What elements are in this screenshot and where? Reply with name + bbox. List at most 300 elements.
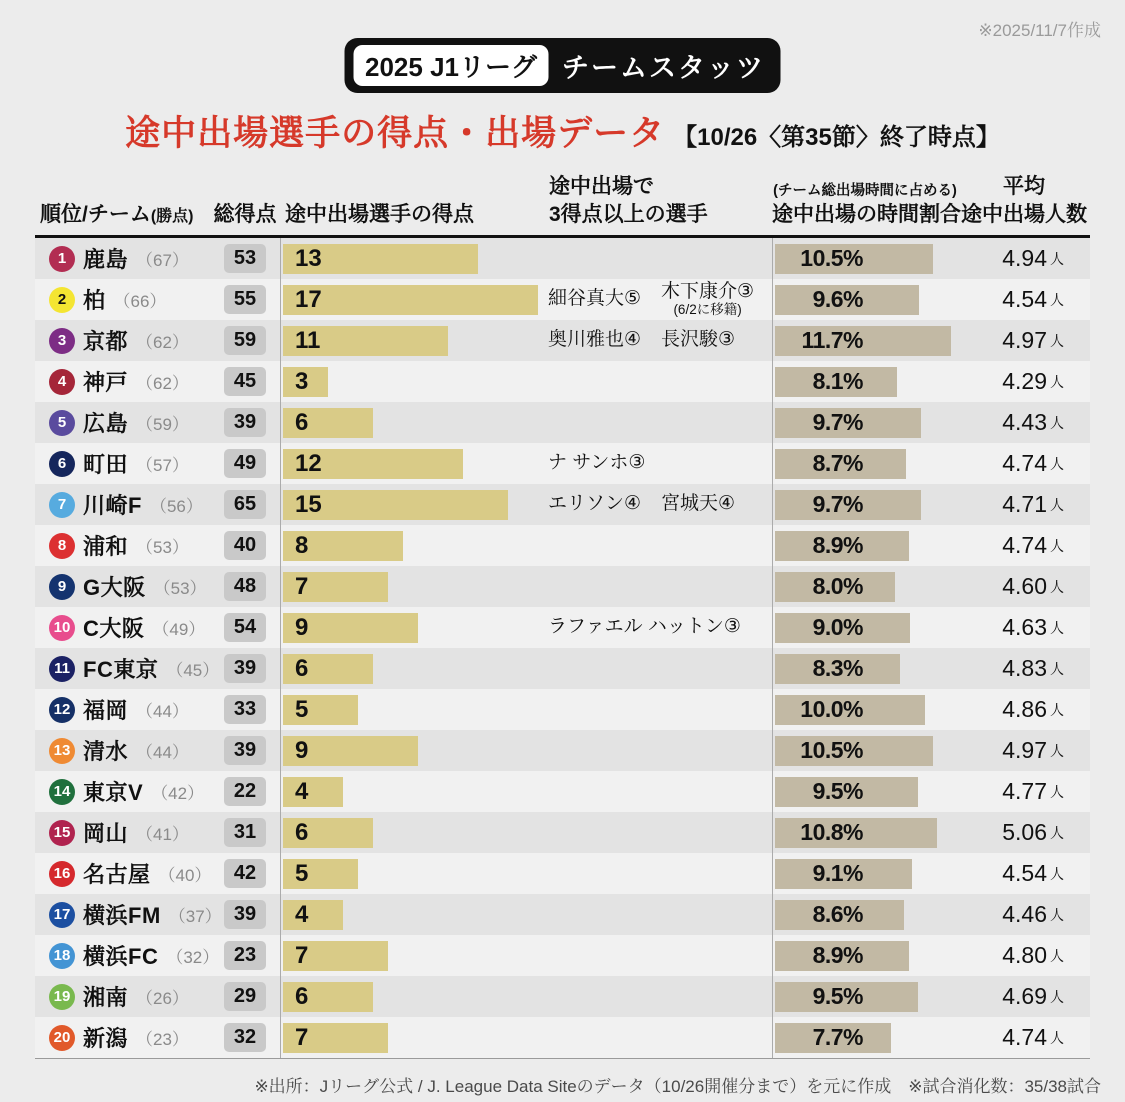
team-cell <box>35 607 210 648</box>
person-unit: 人 <box>1050 947 1064 964</box>
person-unit: 人 <box>1050 537 1064 554</box>
avg-subs-value: 4.83 <box>1002 655 1047 681</box>
rank-badge: 17 <box>49 902 75 928</box>
sub-goals-bar <box>283 1023 388 1053</box>
avg-subs-cell <box>958 771 1090 812</box>
sub-time-bar <box>775 490 921 520</box>
avg-subs-cell <box>958 320 1090 361</box>
sub-goals-cell <box>280 279 542 320</box>
sub-time-cell <box>772 320 958 361</box>
sub-time-cell <box>772 730 958 771</box>
person-unit: 人 <box>1050 496 1064 513</box>
team-name: 川崎F <box>83 493 142 518</box>
person-unit: 人 <box>1050 988 1064 1005</box>
player <box>548 289 641 310</box>
sub-time-value: 9.7% <box>812 491 863 517</box>
avg-subs-cell <box>958 935 1090 976</box>
sub-time-cell <box>772 812 958 853</box>
player <box>661 494 735 515</box>
sub-goals-cell <box>280 484 542 525</box>
team-cell <box>35 484 210 525</box>
sub-goals-bar <box>283 818 373 848</box>
sub-goals-value: 6 <box>295 408 309 436</box>
team-points: （59） <box>136 415 189 434</box>
avg-subs-cell <box>958 238 1090 279</box>
avg-subs-value: 4.97 <box>1002 737 1047 763</box>
team-cell <box>35 648 220 689</box>
player-name: エリソン④ <box>548 493 642 515</box>
table-row <box>35 279 1090 320</box>
player-note: (6/2に移籍) <box>673 301 742 317</box>
total-goals-cell <box>210 689 280 730</box>
table-row <box>35 812 1090 853</box>
team-name: 京都 <box>83 329 129 354</box>
team-name: 横浜FM <box>83 903 161 928</box>
column-header-top-scorers: 途中出場で 3得点以上の選手 <box>549 175 708 226</box>
rank-badge: 18 <box>49 943 75 969</box>
avg-subs-value: 4.43 <box>1002 409 1047 435</box>
avg-subs-cell <box>958 607 1090 648</box>
rank-badge: 20 <box>49 1025 75 1051</box>
total-goals-cell <box>210 812 280 853</box>
sub-goals-cell <box>280 443 542 484</box>
sub-time-cell <box>772 361 958 402</box>
total-goals-cell <box>210 648 280 689</box>
avg-subs-value: 5.06 <box>1002 819 1047 845</box>
table-row <box>35 771 1090 812</box>
team-cell <box>35 935 220 976</box>
total-goals-badge: 32 <box>224 1023 266 1052</box>
team-points: （37） <box>168 907 222 926</box>
avg-subs-value: 4.97 <box>1002 327 1047 353</box>
sub-goals-cell <box>280 812 542 853</box>
sub-goals-cell <box>280 361 542 402</box>
team-name: 清水 <box>83 739 129 764</box>
team-cell <box>35 1017 210 1058</box>
table-row <box>35 689 1090 730</box>
avg-subs-cell <box>958 484 1090 525</box>
table-row <box>35 443 1090 484</box>
person-unit: 人 <box>1050 578 1064 595</box>
avg-subs-cell <box>958 566 1090 607</box>
team-points: （62） <box>136 374 189 393</box>
person-unit: 人 <box>1050 660 1064 677</box>
sub-goals-cell <box>280 689 542 730</box>
title-suffix: 【10/26〈第35節〉終了時点】 <box>673 124 1000 151</box>
rank-badge: 9 <box>49 574 75 600</box>
sub-goals-cell <box>280 976 542 1017</box>
team-cell <box>35 689 210 730</box>
players-cell <box>542 484 772 525</box>
sub-time-value: 7.7% <box>812 1024 863 1050</box>
table-row <box>35 525 1090 566</box>
team-name: 湘南 <box>83 985 129 1010</box>
total-goals-badge: 33 <box>224 695 266 724</box>
player-name: 木下康介③ <box>661 280 755 302</box>
sub-goals-cell <box>280 648 542 689</box>
total-goals-badge: 65 <box>224 490 266 519</box>
avg-subs-cell <box>958 525 1090 566</box>
rank-badge: 19 <box>49 984 75 1010</box>
sub-goals-bar <box>283 900 343 930</box>
table-row <box>35 894 1090 935</box>
rank-badge: 6 <box>49 451 75 477</box>
team-points: （62） <box>136 333 189 352</box>
table-row <box>35 361 1090 402</box>
sub-goals-cell <box>280 525 542 566</box>
sub-goals-value: 15 <box>295 490 322 518</box>
rank-badge: 16 <box>49 861 75 887</box>
players-cell <box>542 607 772 648</box>
team-name: G大阪 <box>83 575 146 600</box>
sub-goals-cell <box>280 1017 542 1058</box>
players-cell <box>542 771 772 812</box>
rank-badge: 3 <box>49 328 75 354</box>
team-name: 福岡 <box>83 698 129 723</box>
total-goals-cell <box>210 607 280 648</box>
avg-subs-value: 4.54 <box>1002 286 1047 312</box>
sub-time-bar <box>775 654 900 684</box>
total-goals-badge: 23 <box>224 941 266 970</box>
player <box>548 617 741 638</box>
players-cell <box>542 648 772 689</box>
team-points: （42） <box>151 784 205 803</box>
total-goals-badge: 48 <box>224 572 266 601</box>
avg-subs-value: 4.74 <box>1002 1024 1047 1050</box>
sub-goals-cell <box>280 730 542 771</box>
rank-badge: 7 <box>49 492 75 518</box>
team-cell <box>35 894 222 935</box>
team-points: （66） <box>113 292 167 311</box>
table-row <box>35 935 1090 976</box>
sub-time-value: 8.3% <box>812 655 863 681</box>
person-unit: 人 <box>1050 455 1064 472</box>
sub-time-bar <box>775 285 919 315</box>
avg-subs-value: 4.86 <box>1002 696 1047 722</box>
sub-time-bar <box>775 613 910 643</box>
player-name: 細谷真大⑤ <box>548 288 642 310</box>
total-goals-cell <box>210 279 280 320</box>
table-row <box>35 566 1090 607</box>
person-unit: 人 <box>1050 906 1064 923</box>
sub-goals-bar <box>283 367 328 397</box>
team-name: 新潟 <box>83 1026 129 1051</box>
avg-subs-cell <box>958 853 1090 894</box>
total-goals-cell <box>210 1017 280 1058</box>
avg-subs-cell <box>958 812 1090 853</box>
player-name: 長沢駿③ <box>661 329 736 351</box>
sub-goals-value: 4 <box>295 900 309 928</box>
team-name: 岡山 <box>83 821 129 846</box>
players-cell <box>542 443 772 484</box>
sub-time-value: 8.9% <box>812 942 863 968</box>
team-points: （67） <box>136 251 189 270</box>
sub-time-cell <box>772 525 958 566</box>
avg-subs-value: 4.54 <box>1002 860 1047 886</box>
total-goals-cell <box>210 238 280 279</box>
total-goals-badge: 42 <box>224 859 266 888</box>
sub-goals-value: 17 <box>295 285 322 313</box>
stats-table <box>35 170 1090 1059</box>
total-goals-badge: 54 <box>224 613 266 642</box>
team-points: （44） <box>136 702 189 721</box>
team-points: （49） <box>152 620 206 639</box>
sub-goals-value: 6 <box>295 818 309 846</box>
page-title <box>0 106 1125 156</box>
sub-goals-value: 9 <box>295 613 309 641</box>
rank-badge: 15 <box>49 820 75 846</box>
team-cell <box>35 812 210 853</box>
sub-time-bar <box>775 777 918 807</box>
team-cell <box>35 853 210 894</box>
title-main: 途中出場選手の得点・出場データ <box>125 114 666 153</box>
sub-time-value: 10.5% <box>800 737 863 763</box>
sub-goals-bar <box>283 326 448 356</box>
table-row <box>35 730 1090 771</box>
sub-goals-value: 8 <box>295 531 309 559</box>
sub-goals-value: 11 <box>295 326 321 354</box>
sub-time-bar <box>775 1023 891 1053</box>
team-name: 名古屋 <box>83 862 151 887</box>
team-cell <box>35 443 210 484</box>
sub-time-bar <box>775 367 897 397</box>
person-unit: 人 <box>1050 619 1064 636</box>
table-row <box>35 648 1090 689</box>
player-name: 宮城天④ <box>661 493 736 515</box>
team-name: 浦和 <box>83 534 129 559</box>
players-cell <box>542 1017 772 1058</box>
avg-subs-cell <box>958 402 1090 443</box>
total-goals-badge: 40 <box>224 531 266 560</box>
sub-time-bar <box>775 900 904 930</box>
table-row <box>35 976 1090 1017</box>
player <box>548 330 641 351</box>
total-goals-badge: 45 <box>224 367 266 396</box>
created-date-note: ※2025/11/7作成 <box>978 21 1101 40</box>
players-cell <box>542 689 772 730</box>
sub-goals-cell <box>280 853 542 894</box>
badge-label: チームスタッツ <box>561 53 765 83</box>
team-name: 横浜FC <box>83 944 159 969</box>
column-header-sub-time-pct: (チーム総出場時間に占める) 途中出場の時間割合 <box>772 182 961 226</box>
sub-goals-value: 4 <box>295 777 309 805</box>
sub-time-cell <box>772 1017 958 1058</box>
team-name: 町田 <box>83 452 129 477</box>
sub-time-cell <box>772 894 958 935</box>
total-goals-badge: 39 <box>224 900 266 929</box>
team-name: 東京V <box>83 780 144 805</box>
avg-subs-value: 4.74 <box>1002 450 1047 476</box>
total-goals-badge: 53 <box>224 244 266 273</box>
team-name: FC東京 <box>83 657 159 682</box>
sub-goals-value: 9 <box>295 736 309 764</box>
sub-time-cell <box>772 566 958 607</box>
sub-goals-bar <box>283 531 403 561</box>
player-name: 奥川雅也④ <box>548 329 642 351</box>
sub-goals-cell <box>280 320 542 361</box>
sub-time-cell <box>772 853 958 894</box>
table-header <box>35 170 1090 235</box>
person-unit: 人 <box>1050 250 1064 267</box>
total-goals-cell <box>210 853 280 894</box>
sub-time-value: 9.0% <box>812 614 863 640</box>
players-cell <box>542 730 772 771</box>
sub-time-bar <box>775 736 933 766</box>
sub-time-bar <box>775 982 918 1012</box>
table-row <box>35 320 1090 361</box>
team-points: （40） <box>158 866 212 885</box>
total-goals-cell <box>210 730 280 771</box>
sub-time-cell <box>772 607 958 648</box>
avg-subs-value: 4.29 <box>1002 368 1047 394</box>
sub-goals-bar <box>283 982 373 1012</box>
sub-time-value: 9.6% <box>812 286 863 312</box>
sub-goals-cell <box>280 402 542 443</box>
avg-subs-value: 4.77 <box>1002 778 1047 804</box>
sub-goals-bar <box>283 859 358 889</box>
avg-subs-value: 4.71 <box>1002 491 1047 517</box>
sub-goals-bar <box>283 408 373 438</box>
sub-goals-value: 5 <box>295 859 309 887</box>
sub-time-value: 8.1% <box>812 368 863 394</box>
sub-time-value: 8.7% <box>812 450 863 476</box>
avg-subs-cell <box>958 443 1090 484</box>
avg-subs-cell <box>958 361 1090 402</box>
footer-note: ※出所：Jリーグ公式 / J. League Data Siteのデータ（10/26開催分まで）を元に作成 ※試合消化数：35/38試合 <box>254 1077 1101 1096</box>
sub-goals-value: 7 <box>295 1023 309 1051</box>
total-goals-badge: 22 <box>224 777 266 806</box>
avg-subs-cell <box>958 730 1090 771</box>
sub-goals-bar <box>283 285 538 315</box>
person-unit: 人 <box>1050 783 1064 800</box>
person-unit: 人 <box>1050 701 1064 718</box>
total-goals-cell <box>210 894 280 935</box>
sub-time-bar <box>775 941 909 971</box>
players-cell <box>542 361 772 402</box>
sub-time-cell <box>772 443 958 484</box>
total-goals-badge: 31 <box>224 818 266 847</box>
avg-subs-value: 4.80 <box>1002 942 1047 968</box>
avg-subs-cell <box>958 976 1090 1017</box>
rank-badge: 12 <box>49 697 75 723</box>
sub-time-value: 8.9% <box>812 532 863 558</box>
sub-goals-value: 6 <box>295 982 309 1010</box>
sub-time-bar <box>775 408 921 438</box>
sub-time-value: 10.5% <box>800 245 863 271</box>
total-goals-cell <box>210 935 280 976</box>
total-goals-badge: 39 <box>224 736 266 765</box>
sub-time-bar <box>775 859 912 889</box>
table-bottom-line <box>35 1058 1090 1059</box>
sub-goals-bar <box>283 572 388 602</box>
avg-subs-cell <box>958 1017 1090 1058</box>
player <box>661 330 735 351</box>
total-goals-cell <box>210 443 280 484</box>
team-points: （26） <box>136 989 189 1008</box>
sub-goals-value: 7 <box>295 572 309 600</box>
player-name: ナ サンホ③ <box>548 452 646 474</box>
sub-goals-cell <box>280 771 542 812</box>
team-name: 柏 <box>83 288 106 313</box>
players-cell <box>542 853 772 894</box>
sub-time-cell <box>772 771 958 812</box>
players-cell <box>542 402 772 443</box>
player <box>548 494 641 515</box>
column-header-avg-subs: 平均 途中出場人数 <box>961 175 1087 226</box>
team-name: 神戸 <box>83 370 129 395</box>
sub-goals-value: 6 <box>295 654 309 682</box>
sub-time-cell <box>772 935 958 976</box>
players-cell <box>542 935 772 976</box>
avg-subs-cell <box>958 894 1090 935</box>
players-cell <box>542 525 772 566</box>
team-cell <box>35 730 210 771</box>
total-goals-cell <box>210 566 280 607</box>
total-goals-badge: 59 <box>224 326 266 355</box>
table-body <box>35 238 1090 1058</box>
sub-goals-cell <box>280 607 542 648</box>
person-unit: 人 <box>1050 332 1064 349</box>
team-points: （53） <box>136 538 189 557</box>
total-goals-badge: 29 <box>224 982 266 1011</box>
person-unit: 人 <box>1050 373 1064 390</box>
person-unit: 人 <box>1050 865 1064 882</box>
sub-goals-cell <box>280 894 542 935</box>
rank-badge: 14 <box>49 779 75 805</box>
team-cell <box>35 976 210 1017</box>
players-cell <box>542 238 772 279</box>
players-cell <box>542 320 772 361</box>
team-points: （32） <box>166 948 220 967</box>
sub-goals-bar <box>283 941 388 971</box>
sub-goals-cell <box>280 935 542 976</box>
sub-goals-value: 7 <box>295 941 309 969</box>
avg-subs-value: 4.74 <box>1002 532 1047 558</box>
sub-time-cell <box>772 689 958 730</box>
team-name: C大阪 <box>83 616 145 641</box>
rank-badge: 10 <box>49 615 75 641</box>
sub-time-bar <box>775 326 951 356</box>
sub-time-bar <box>775 695 925 725</box>
sub-goals-bar <box>283 490 508 520</box>
player <box>661 282 754 318</box>
sub-goals-bar <box>283 449 463 479</box>
sub-time-cell <box>772 484 958 525</box>
total-goals-cell <box>210 976 280 1017</box>
sub-time-bar <box>775 572 895 602</box>
team-cell <box>35 525 210 566</box>
sub-goals-bar <box>283 736 418 766</box>
sub-time-bar <box>775 818 937 848</box>
total-goals-cell <box>210 771 280 812</box>
sub-time-value: 9.7% <box>812 409 863 435</box>
avg-subs-value: 4.94 <box>1002 245 1047 271</box>
player-name: ラファエル ハットン③ <box>548 616 741 638</box>
rank-badge: 4 <box>49 369 75 395</box>
sub-goals-cell <box>280 566 542 607</box>
person-unit: 人 <box>1050 414 1064 431</box>
team-points: （57） <box>136 456 189 475</box>
team-points: （45） <box>166 661 220 680</box>
table-row <box>35 402 1090 443</box>
sub-time-value: 9.5% <box>812 983 863 1009</box>
table-row <box>35 607 1090 648</box>
team-points: （56） <box>149 497 203 516</box>
sub-time-value: 8.0% <box>812 573 863 599</box>
players-cell <box>542 279 772 320</box>
total-goals-cell <box>210 484 280 525</box>
avg-subs-value: 4.46 <box>1002 901 1047 927</box>
